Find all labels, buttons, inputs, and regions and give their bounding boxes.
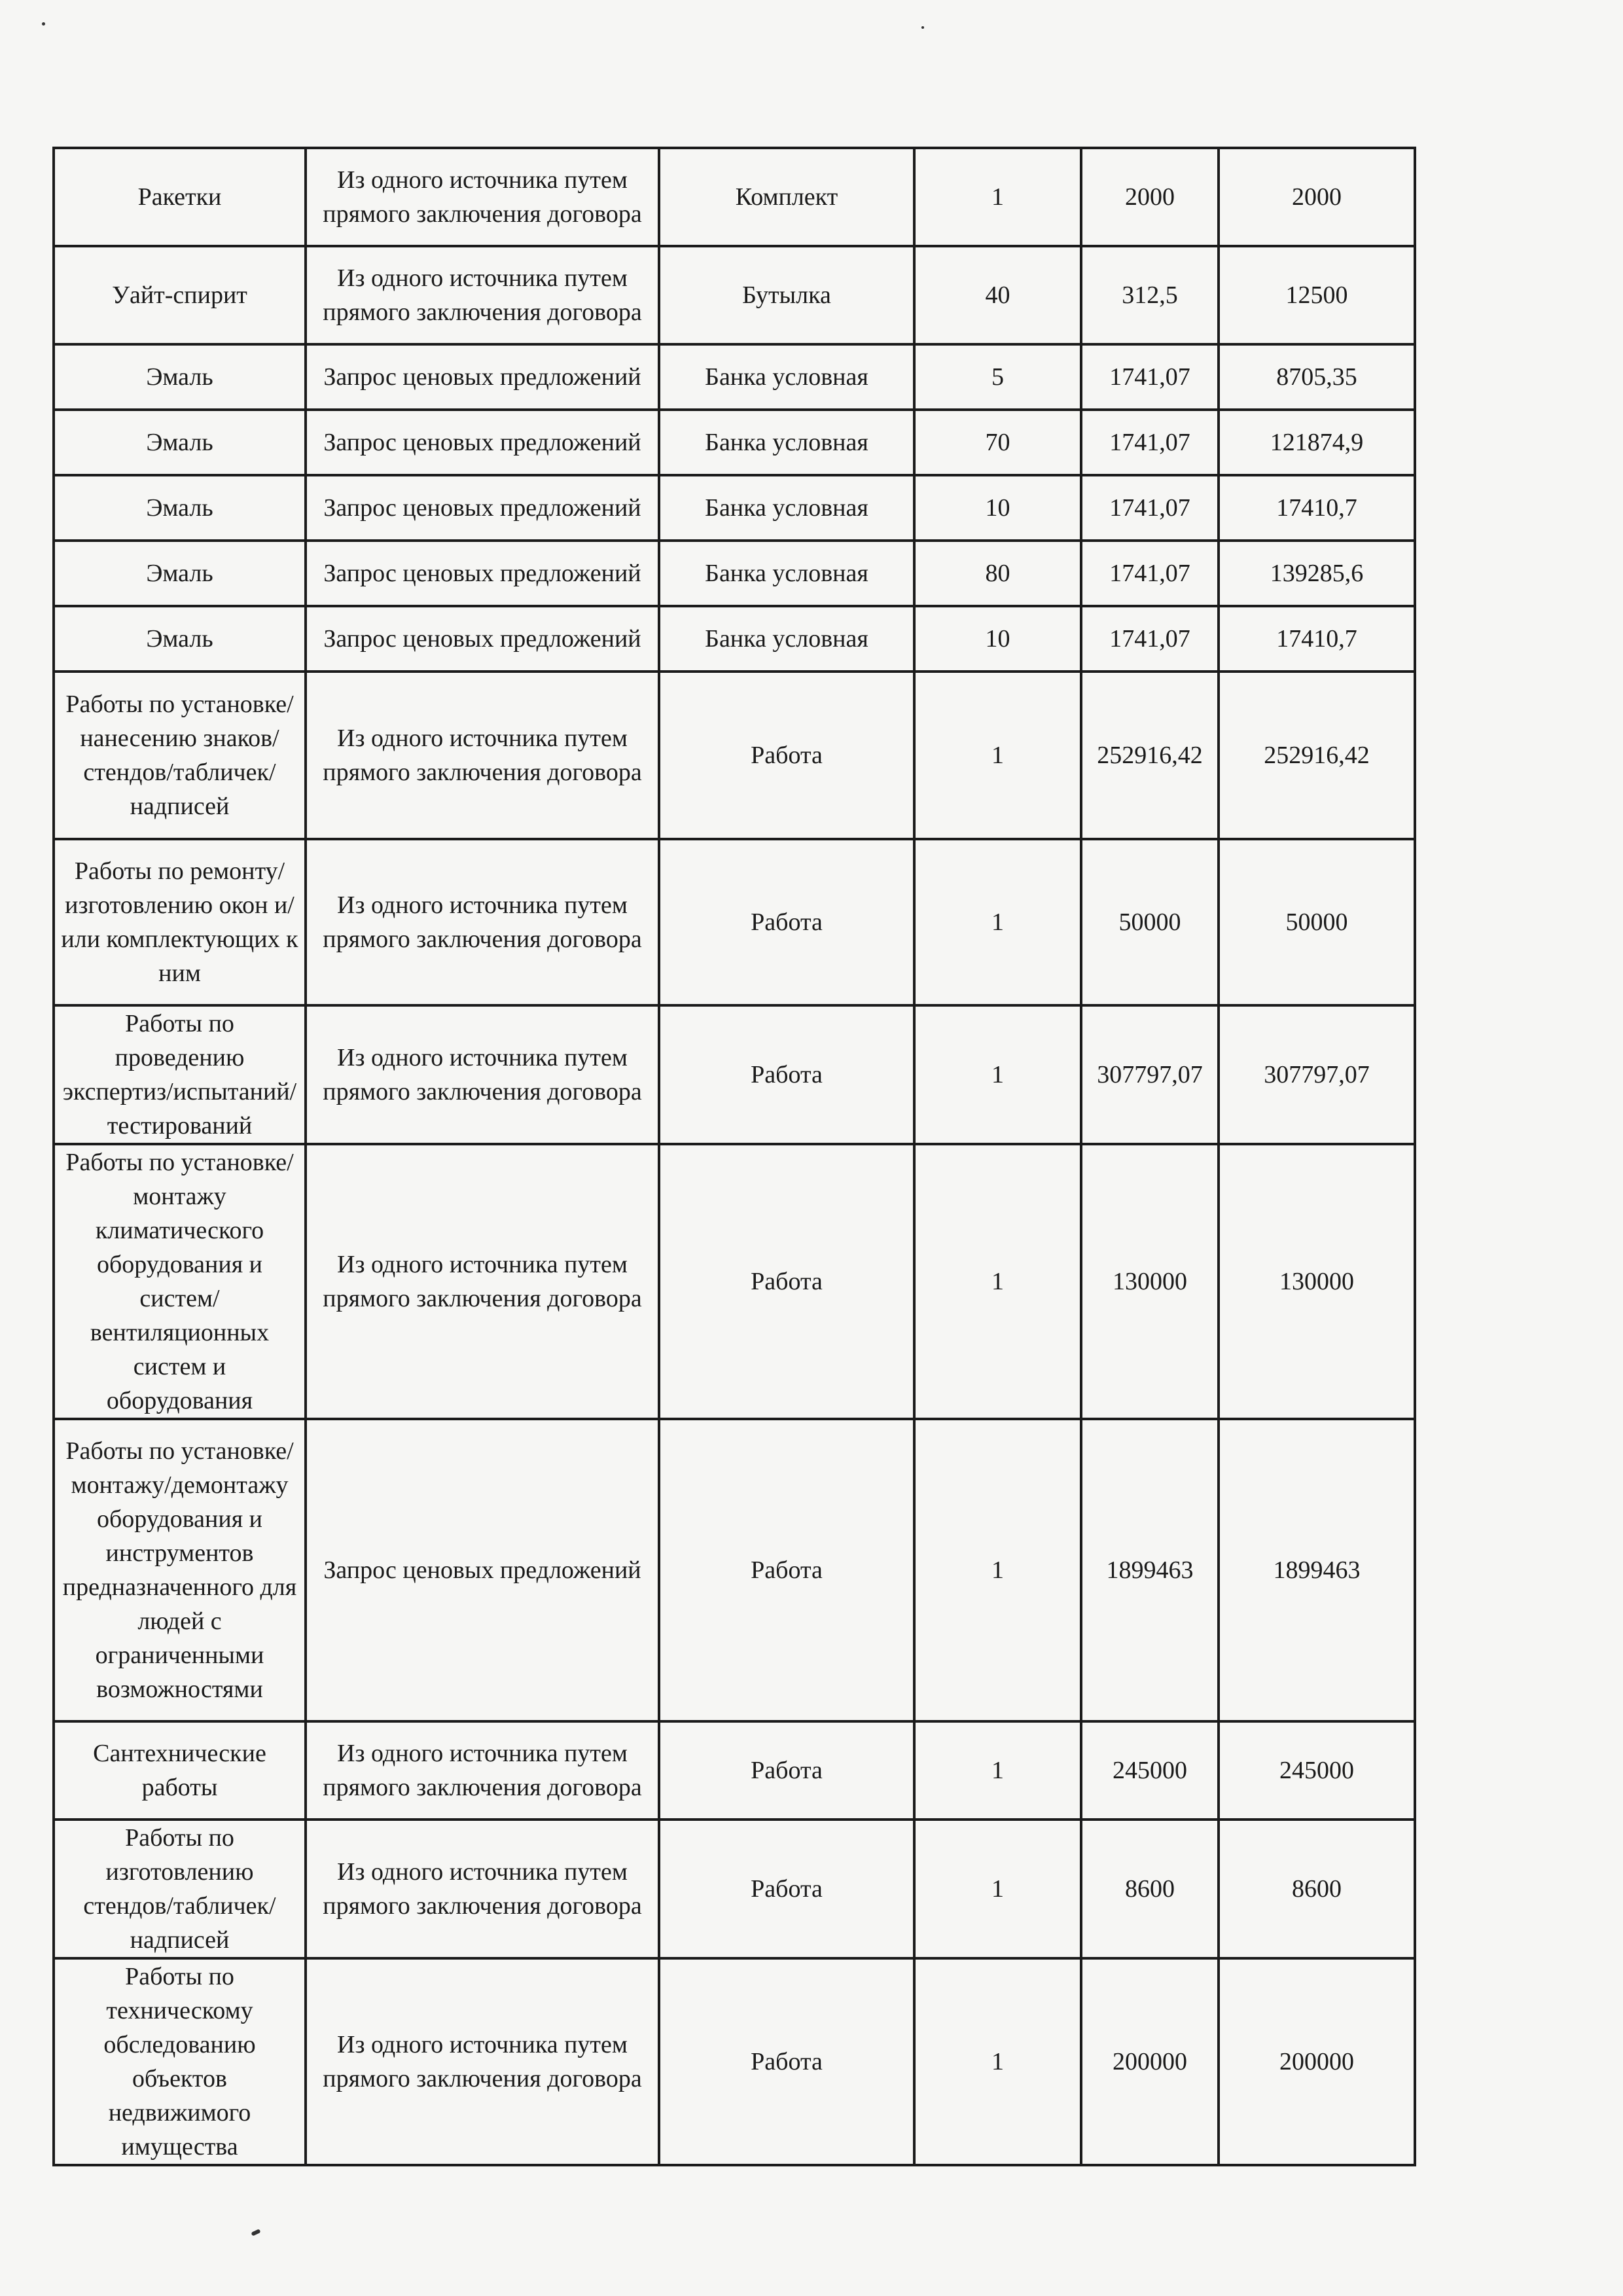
total-price: 200000 — [1219, 1958, 1415, 2165]
total-price: 245000 — [1219, 1721, 1415, 1820]
unit-price: 307797,07 — [1081, 1005, 1219, 1144]
procurement-method: Из одного источника путем прямого заключения договора — [306, 672, 659, 839]
procurement-method: Из одного источника путем прямого заключения договора — [306, 1721, 659, 1820]
table-row — [54, 1958, 1415, 2165]
item-name: Работы по установке/монтажу/демонтажу оборудования и инструментов предназначенного для людей с ограниченными возможностями — [54, 1419, 306, 1721]
unit: Работа — [659, 1005, 914, 1144]
quantity: 70 — [914, 410, 1081, 475]
unit-price: 312,5 — [1081, 246, 1219, 344]
table-row — [54, 839, 1415, 1005]
total-price: 2000 — [1219, 148, 1415, 246]
procurement-method: Из одного источника путем прямого заключения договора — [306, 246, 659, 344]
unit-price: 130000 — [1081, 1144, 1219, 1419]
unit-price: 1741,07 — [1081, 344, 1219, 410]
procurement-method: Из одного источника путем прямого заключения договора — [306, 1958, 659, 2165]
item-name: Уайт-спирит — [54, 246, 306, 344]
unit-price: 1741,07 — [1081, 541, 1219, 606]
procurement-method: Запрос ценовых предложений — [306, 606, 659, 672]
unit: Работа — [659, 839, 914, 1005]
unit-price: 252916,42 — [1081, 672, 1219, 839]
total-price: 130000 — [1219, 1144, 1415, 1419]
total-price: 8600 — [1219, 1820, 1415, 1958]
item-name: Работы по техническому обследованию объектов недвижимого имущества — [54, 1958, 306, 2165]
item-name: Сантехнические работы — [54, 1721, 306, 1820]
item-name: Работы по ремонту/изготовлению окон и/или комплектующих к ним — [54, 839, 306, 1005]
unit: Бутылка — [659, 246, 914, 344]
total-price: 12500 — [1219, 246, 1415, 344]
procurement-table — [52, 147, 1416, 2166]
unit: Работа — [659, 1820, 914, 1958]
total-price: 1899463 — [1219, 1419, 1415, 1721]
unit: Банка условная — [659, 606, 914, 672]
unit: Работа — [659, 1958, 914, 2165]
procurement-method: Запрос ценовых предложений — [306, 475, 659, 541]
quantity: 10 — [914, 606, 1081, 672]
unit: Банка условная — [659, 344, 914, 410]
procurement-table-body — [54, 148, 1415, 2165]
unit: Банка условная — [659, 410, 914, 475]
total-price: 17410,7 — [1219, 606, 1415, 672]
unit: Банка условная — [659, 475, 914, 541]
unit: Работа — [659, 1144, 914, 1419]
quantity: 1 — [914, 1005, 1081, 1144]
item-name: Эмаль — [54, 410, 306, 475]
unit: Банка условная — [659, 541, 914, 606]
unit-price: 1741,07 — [1081, 410, 1219, 475]
unit-price: 50000 — [1081, 839, 1219, 1005]
unit: Работа — [659, 1721, 914, 1820]
total-price: 8705,35 — [1219, 344, 1415, 410]
quantity: 1 — [914, 672, 1081, 839]
procurement-method: Из одного источника путем прямого заключения договора — [306, 1820, 659, 1958]
item-name: Работы по изготовлению стендов/табличек/надписей — [54, 1820, 306, 1958]
quantity: 1 — [914, 1820, 1081, 1958]
procurement-method: Запрос ценовых предложений — [306, 410, 659, 475]
unit-price: 1899463 — [1081, 1419, 1219, 1721]
table-row — [54, 1820, 1415, 1958]
item-name: Эмаль — [54, 541, 306, 606]
quantity: 1 — [914, 1721, 1081, 1820]
table-row — [54, 606, 1415, 672]
quantity: 1 — [914, 148, 1081, 246]
item-name: Эмаль — [54, 475, 306, 541]
table-row — [54, 475, 1415, 541]
item-name: Работы по установке/нанесению знаков/стендов/табличек/надписей — [54, 672, 306, 839]
quantity: 1 — [914, 839, 1081, 1005]
item-name: Работы по проведению экспертиз/испытаний/тестирований — [54, 1005, 306, 1144]
unit-price: 245000 — [1081, 1721, 1219, 1820]
table-row — [54, 148, 1415, 246]
item-name: Эмаль — [54, 344, 306, 410]
quantity: 1 — [914, 1419, 1081, 1721]
table-row — [54, 344, 1415, 410]
unit-price: 2000 — [1081, 148, 1219, 246]
total-price: 121874,9 — [1219, 410, 1415, 475]
unit-price: 200000 — [1081, 1958, 1219, 2165]
table-row — [54, 672, 1415, 839]
procurement-method: Запрос ценовых предложений — [306, 1419, 659, 1721]
procurement-method: Из одного источника путем прямого заключения договора — [306, 1144, 659, 1419]
table-row — [54, 1005, 1415, 1144]
item-name: Работы по установке/монтажу климатического оборудования и систем/вентиляционных систем и оборудования — [54, 1144, 306, 1419]
procurement-method: Из одного источника путем прямого заключения договора — [306, 1005, 659, 1144]
unit: Работа — [659, 672, 914, 839]
total-price: 307797,07 — [1219, 1005, 1415, 1144]
procurement-method: Запрос ценовых предложений — [306, 541, 659, 606]
procurement-method: Из одного источника путем прямого заключения договора — [306, 148, 659, 246]
quantity: 40 — [914, 246, 1081, 344]
scan-speck — [251, 2229, 260, 2236]
table-row — [54, 246, 1415, 344]
procurement-method: Из одного источника путем прямого заключения договора — [306, 839, 659, 1005]
table-row — [54, 1144, 1415, 1419]
procurement-method: Запрос ценовых предложений — [306, 344, 659, 410]
total-price: 50000 — [1219, 839, 1415, 1005]
table-row — [54, 410, 1415, 475]
quantity: 5 — [914, 344, 1081, 410]
total-price: 17410,7 — [1219, 475, 1415, 541]
scan-speck — [42, 22, 45, 26]
unit: Работа — [659, 1419, 914, 1721]
quantity: 1 — [914, 1144, 1081, 1419]
table-row — [54, 541, 1415, 606]
scan-speck — [921, 26, 924, 29]
item-name: Ракетки — [54, 148, 306, 246]
total-price: 252916,42 — [1219, 672, 1415, 839]
table-row — [54, 1419, 1415, 1721]
unit-price: 1741,07 — [1081, 606, 1219, 672]
item-name: Эмаль — [54, 606, 306, 672]
unit-price: 8600 — [1081, 1820, 1219, 1958]
unit: Комплект — [659, 148, 914, 246]
total-price: 139285,6 — [1219, 541, 1415, 606]
quantity: 80 — [914, 541, 1081, 606]
quantity: 10 — [914, 475, 1081, 541]
quantity: 1 — [914, 1958, 1081, 2165]
table-row — [54, 1721, 1415, 1820]
unit-price: 1741,07 — [1081, 475, 1219, 541]
